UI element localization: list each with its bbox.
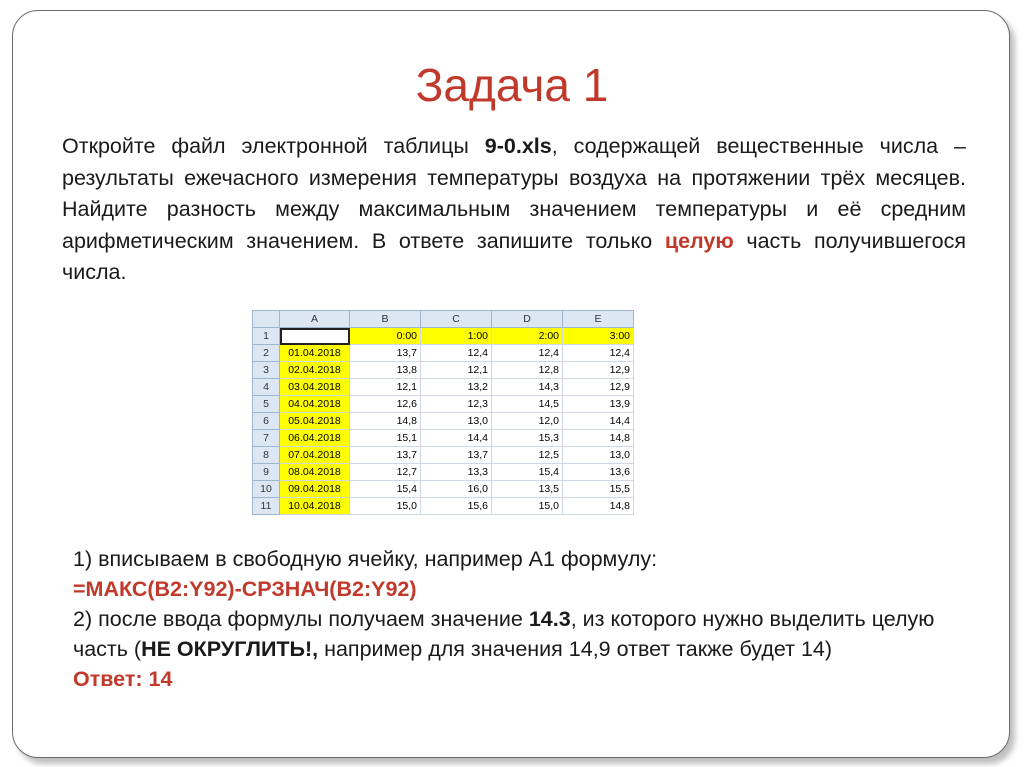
date-cell[interactable]: 03.04.2018 (280, 379, 350, 396)
cell[interactable]: 12,5 (492, 447, 563, 464)
cell[interactable]: 0:00 (350, 328, 421, 345)
table-row (253, 481, 634, 498)
cell[interactable]: 13,8 (350, 362, 421, 379)
column-header[interactable]: B (350, 311, 421, 328)
cell[interactable]: 14,8 (563, 430, 634, 447)
row-header[interactable]: 5 (253, 396, 280, 413)
row-header[interactable]: 10 (253, 481, 280, 498)
cell[interactable]: 15,6 (421, 498, 492, 515)
task-file-name: 9-0.xls (484, 134, 552, 158)
cell[interactable]: 12,4 (421, 345, 492, 362)
cell[interactable]: 13,9 (563, 396, 634, 413)
table-row (253, 396, 634, 413)
table-row (253, 430, 634, 447)
cell[interactable]: 14,8 (350, 413, 421, 430)
cell[interactable]: 15,0 (492, 498, 563, 515)
cell[interactable]: 13,2 (421, 379, 492, 396)
cell[interactable]: 16,0 (421, 481, 492, 498)
cell[interactable]: 12,6 (350, 396, 421, 413)
row-header[interactable]: 4 (253, 379, 280, 396)
table-row (253, 447, 634, 464)
column-header-row (253, 311, 634, 328)
date-cell[interactable]: 07.04.2018 (280, 447, 350, 464)
cell[interactable]: 14,8 (563, 498, 634, 515)
cell[interactable]: 15,1 (350, 430, 421, 447)
table-row (253, 413, 634, 430)
cell[interactable]: 12,4 (492, 345, 563, 362)
table-row (253, 464, 634, 481)
cell[interactable]: 15,4 (350, 481, 421, 498)
cell[interactable]: 14,4 (421, 430, 492, 447)
cell[interactable]: 3:00 (563, 328, 634, 345)
date-cell[interactable]: 10.04.2018 (280, 498, 350, 515)
cell[interactable]: 14,4 (563, 413, 634, 430)
step2-part-b: , из которого нужно выделить целую часть ( (73, 607, 935, 661)
date-cell[interactable]: 06.04.2018 (280, 430, 350, 447)
column-header[interactable]: A (280, 311, 350, 328)
cell[interactable]: 2:00 (492, 328, 563, 345)
row-header[interactable]: 8 (253, 447, 280, 464)
cell[interactable]: 12,0 (492, 413, 563, 430)
cell[interactable]: 12,7 (350, 464, 421, 481)
task-part-3: часть получившегося числа. (62, 228, 966, 284)
step2-part-a: 2) после ввода формулы получаем значение (73, 607, 529, 631)
cell[interactable]: 12,1 (350, 379, 421, 396)
table-row (253, 328, 634, 345)
row-header[interactable]: 3 (253, 362, 280, 379)
cell[interactable]: 13,0 (421, 413, 492, 430)
cell[interactable]: 13,5 (492, 481, 563, 498)
cell[interactable]: 13,7 (350, 345, 421, 362)
solution-text (73, 544, 953, 694)
table-row (253, 379, 634, 396)
date-cell[interactable]: 08.04.2018 (280, 464, 350, 481)
cell[interactable]: 12,3 (421, 396, 492, 413)
cell[interactable]: 13,7 (421, 447, 492, 464)
cell-a1-selected[interactable] (280, 328, 350, 345)
answer: Ответ: 14 (73, 667, 173, 691)
date-cell[interactable]: 09.04.2018 (280, 481, 350, 498)
cell[interactable]: 15,3 (492, 430, 563, 447)
step2-part-c: например для значения 14,9 ответ также будет 14) (318, 637, 833, 661)
solution-formula: =МАКС(B2:Y92)-СРЗНАЧ(B2:Y92) (73, 577, 417, 601)
task-part-1: Откройте файл электронной таблицы (62, 134, 485, 158)
cell[interactable]: 12,9 (563, 379, 634, 396)
solution-step-1: 1) вписываем в свободную ячейку, например А1 формулу: (73, 547, 658, 571)
cell[interactable]: 13,6 (563, 464, 634, 481)
table-row (253, 498, 634, 515)
task-part-2: , содержащей вещественные числа – результаты ежечасного измерения температуры воздуха на протяжении трёх месяцев. Найдите разность между максимальным значением температуры и её средним арифметическим значением. В ответе запишите только (62, 134, 966, 253)
cell[interactable]: 15,5 (563, 481, 634, 498)
cell[interactable]: 13,3 (421, 464, 492, 481)
cell[interactable]: 13,7 (350, 447, 421, 464)
table-row (253, 345, 634, 362)
date-cell[interactable]: 04.04.2018 (280, 396, 350, 413)
sheet-corner[interactable] (253, 311, 280, 328)
row-header[interactable]: 11 (253, 498, 280, 515)
cell[interactable]: 12,9 (563, 362, 634, 379)
row-header[interactable]: 2 (253, 345, 280, 362)
cell[interactable]: 12,8 (492, 362, 563, 379)
solution-step-2 (73, 604, 953, 664)
task-highlight: целую (664, 228, 734, 253)
table-row (253, 362, 634, 379)
column-header[interactable]: C (421, 311, 492, 328)
cell[interactable]: 12,4 (563, 345, 634, 362)
date-cell[interactable]: 01.04.2018 (280, 345, 350, 362)
task-text (62, 131, 966, 289)
column-header[interactable]: E (563, 311, 634, 328)
spreadsheet (252, 310, 634, 515)
date-cell[interactable]: 05.04.2018 (280, 413, 350, 430)
cell[interactable]: 15,0 (350, 498, 421, 515)
row-header[interactable]: 7 (253, 430, 280, 447)
cell[interactable]: 13,0 (563, 447, 634, 464)
cell[interactable]: 14,5 (492, 396, 563, 413)
step2-value: 14.3 (528, 607, 571, 631)
column-header[interactable]: D (492, 311, 563, 328)
slide-title: Задача 1 (415, 59, 609, 111)
cell[interactable]: 15,4 (492, 464, 563, 481)
row-header[interactable]: 6 (253, 413, 280, 430)
row-header[interactable]: 1 (253, 328, 280, 345)
cell[interactable]: 1:00 (421, 328, 492, 345)
step2-caps: НЕ ОКРУГЛИТЬ!, (141, 637, 319, 661)
row-header[interactable]: 9 (253, 464, 280, 481)
cell[interactable]: 14,3 (492, 379, 563, 396)
date-cell[interactable]: 02.04.2018 (280, 362, 350, 379)
cell[interactable]: 12,1 (421, 362, 492, 379)
